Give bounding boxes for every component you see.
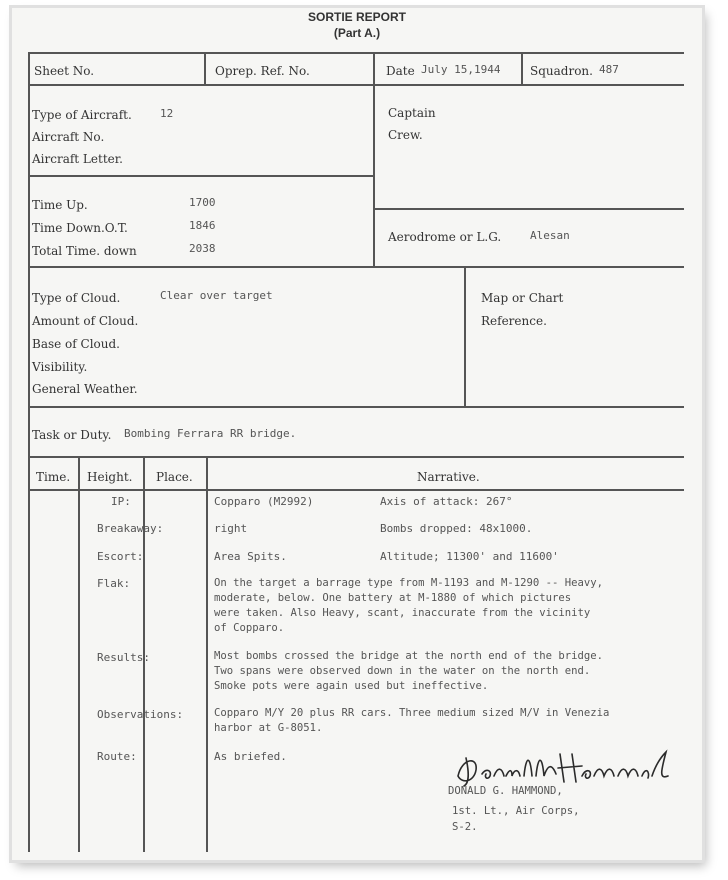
column-header-time: Time. (36, 470, 71, 484)
rule (28, 266, 684, 268)
squadron-value: 487 (599, 63, 619, 76)
signature-rank: 1st. Lt., Air Corps, (452, 805, 580, 817)
row-results-line-3: Smoke pots were again used but ineffective. (214, 680, 489, 692)
row-route-left: As briefed. (214, 750, 287, 763)
row-ip-left: Copparo (M2992) (214, 495, 314, 508)
column-header-place: Place. (156, 470, 193, 484)
row-results-line-1: Most bombs crossed the bridge at the north end of the bridge. (214, 650, 604, 662)
row-breakaway-right: Bombs dropped: 48x1000. (380, 522, 533, 535)
map-chart-label: Map or Chart (481, 291, 564, 305)
task-label: Task or Duty. (32, 428, 112, 442)
report-title: SORTIE REPORT (307, 10, 406, 24)
rule (28, 175, 374, 177)
rule (28, 456, 684, 458)
report-subtitle: (Part A.) (333, 26, 381, 40)
rule (28, 406, 684, 408)
row-results-line-2: Two spans were observed down in the water on the north end. (214, 665, 591, 677)
rule (204, 52, 206, 84)
signature-title: S-2. (452, 821, 478, 833)
date-value: July 15,1944 (421, 63, 501, 76)
column-header-height: Height. (87, 470, 133, 484)
total-time-label: Total Time. down (32, 244, 137, 258)
rule (28, 52, 30, 852)
sortie-report-sheet (12, 8, 702, 860)
reference-label: Reference. (481, 314, 547, 328)
row-label-flak: Flak: (97, 577, 131, 590)
squadron-label: Squadron. (530, 64, 593, 78)
general-weather-label: General Weather. (32, 382, 138, 396)
rule (28, 489, 684, 491)
row-observations-line-2: harbor at G-8051. (214, 722, 323, 734)
row-label-escort: Escort: (97, 550, 144, 563)
row-label-breakaway: Breakaway: (97, 522, 164, 535)
row-observations-line-1: Copparo M/Y 20 plus RR cars. Three medium sized M/V in Venezia (214, 707, 610, 719)
time-down-label: Time Down.O.T. (32, 221, 128, 235)
crew-label: Crew. (388, 128, 423, 142)
task-value: Bombing Ferrara RR bridge. (124, 427, 297, 440)
row-ip-right: Axis of attack: 267° (380, 495, 513, 508)
rule (373, 52, 375, 266)
oprep-ref-label: Oprep. Ref. No. (215, 64, 310, 78)
rule (78, 456, 80, 852)
time-up-label: Time Up. (32, 198, 88, 212)
row-label-results: Results: (97, 651, 150, 664)
row-flak-line-4: of Copparo. (214, 622, 285, 634)
row-flak-line-3: were taken. Also Heavy, scant, inaccurate from the vicinity (214, 607, 591, 619)
visibility-label: Visibility. (32, 360, 88, 374)
row-escort-left: Area Spits. (214, 550, 287, 563)
row-label-route: Route: (97, 750, 137, 763)
total-time-value: 2038 (189, 242, 216, 255)
time-down-value: 1846 (189, 219, 216, 232)
type-of-aircraft-value: 12 (160, 107, 174, 120)
row-breakaway-left: right (214, 522, 248, 535)
rule (28, 84, 684, 86)
base-of-cloud-label: Base of Cloud. (32, 337, 120, 351)
type-of-aircraft-label: Type of Aircraft. (32, 108, 132, 122)
row-escort-right: Altitude; 11300' and 11600' (380, 550, 559, 563)
row-label-observations: Observations: (97, 708, 184, 721)
amount-of-cloud-label: Amount of Cloud. (32, 314, 139, 328)
aerodrome-value: Alesan (530, 229, 570, 242)
rule (373, 208, 684, 210)
row-flak-line-1: On the target a barrage type from M-1193 and M-1290 -- Heavy, (214, 577, 604, 589)
aircraft-letter-label: Aircraft Letter. (32, 152, 123, 166)
date-label: Date (386, 64, 415, 78)
type-of-cloud-label: Type of Cloud. (32, 291, 121, 305)
aerodrome-label: Aerodrome or L.G. (388, 230, 502, 244)
signature-name: DONALD G. HAMMOND, (448, 785, 563, 797)
row-label-ip: IP: (111, 495, 131, 508)
rule (464, 266, 466, 406)
time-up-value: 1700 (189, 196, 216, 209)
rule (521, 52, 523, 84)
aircraft-no-label: Aircraft No. (32, 130, 105, 144)
column-header-narrative: Narrative. (417, 470, 480, 484)
row-flak-line-2: moderate, below. One battery at M-1880 of which pictures (214, 592, 572, 604)
captain-label: Captain (388, 106, 436, 120)
type-of-cloud-value: Clear over target (160, 289, 273, 302)
rule (28, 52, 684, 54)
sheet-no-label: Sheet No. (34, 64, 95, 78)
rule (206, 456, 208, 852)
